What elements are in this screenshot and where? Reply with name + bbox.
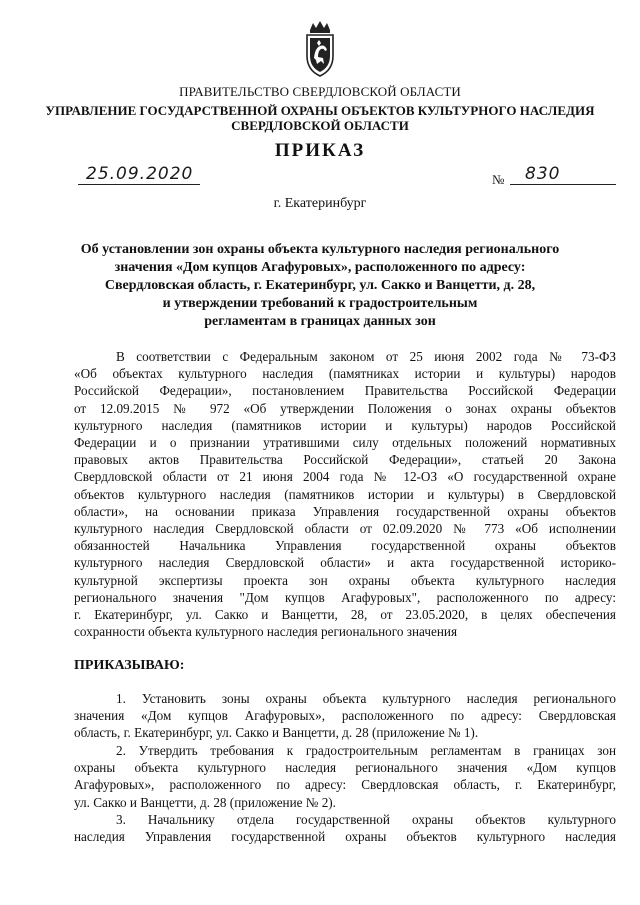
preamble-line: объектов культурного наследия (памятников истории и культуры) в Свердловской	[74, 486, 616, 502]
number-label: №	[492, 172, 505, 187]
preamble-line: культурного наследия Свердловской области» и акта государственной историко-	[74, 555, 616, 571]
order-item-1	[74, 690, 616, 742]
preamble-line: «Об объектах культурного наследия (памятниках истории и культуры) народов	[74, 366, 616, 382]
date-underline	[78, 184, 200, 185]
government-name: ПРАВИТЕЛЬСТВО СВЕРДЛОВСКОЙ ОБЛАСТИ	[179, 84, 461, 99]
subject-line: Об установлении зон охраны объекта культурного наследия регионального	[80, 242, 560, 257]
preamble-line: правовых актов Правительства Российской Федерации», статьей 20 Закона	[74, 452, 616, 468]
item-line: 1. Установить зоны охраны объекта культурного наследия регионального	[116, 691, 616, 706]
subject-line: значения «Дом купцов Агафуровых», расположенного по адресу:	[114, 260, 526, 275]
order-subject	[70, 241, 570, 331]
preamble-paragraph	[74, 348, 616, 640]
subject-line: и утверждении требований к градостроительным	[162, 296, 478, 311]
item-line: 2. Утвердить требования к градостроительным регламентам в границах зон	[116, 743, 616, 758]
preamble-line: регионального значения "Дом купцов Агафуровых", расположенного по адресу:	[74, 589, 616, 605]
department-name	[0, 103, 640, 133]
order-date: 25.09.2020	[86, 164, 194, 184]
department-name-line2: СВЕРДЛОВСКОЙ ОБЛАСТИ	[231, 118, 409, 133]
subject-line: Свердловская область, г. Екатеринбург, ул. Сакко и Ванцетти, д. 28,	[104, 278, 536, 293]
item-line: значения «Дом купцов Агафуровых», расположенного по адресу: Свердловская	[74, 708, 616, 724]
item-line: наследия Управления государственной охраны объектов культурного наследия	[74, 829, 616, 845]
preamble-line: Федерации и о признании утратившими силу отдельных положений нормативных	[74, 435, 616, 451]
order-item-2	[74, 742, 616, 811]
preamble-line: Свердловской области от 21 июня 2004 года № 12-ОЗ «О государственной охране	[74, 469, 616, 485]
city-line: г. Екатеринбург	[273, 196, 367, 211]
order-directive-word: ПРИКАЗЫВАЮ:	[74, 658, 185, 673]
preamble-line: г. Екатеринбург, ул. Сакко и Ванцетти, 28, от 23.05.2020, в целях обеспечения	[74, 607, 616, 623]
preamble-line: В соответствии с Федеральным законом от 25 июня 2002 года № 73-ФЗ	[116, 349, 616, 364]
item-line: 3. Начальнику отдела государственной охраны объектов культурного	[116, 812, 616, 827]
preamble-line: области», на основании приказа Управления государственной охраны объектов	[74, 503, 616, 519]
preamble-line: Российской Федерации», постановлением Правительства Российской Федерации	[74, 383, 616, 399]
item-line: ул. Сакко и Ванцетти, д. 28 (приложение № 2).	[74, 794, 336, 810]
order-number: 830	[525, 164, 561, 184]
preamble-line: культурной экспертизы проекта зон охраны объекта культурного наследия	[74, 572, 616, 588]
preamble-line: обязанностей Начальника Управления государственной охраны объектов	[74, 538, 616, 554]
preamble-line: культурного наследия (памятников истории и культуры) народов Российской	[74, 417, 616, 433]
department-name-line1: УПРАВЛЕНИЕ ГОСУДАРСТВЕННОЙ ОХРАНЫ ОБЪЕКТОВ КУЛЬТУРНОГО НАСЛЕДИЯ	[45, 103, 595, 118]
item-line: область, г. Екатеринбург, ул. Сакко и Ванцетти, д. 28 (приложение № 1).	[74, 725, 479, 741]
document-type-title: ПРИКАЗ	[274, 140, 366, 161]
subject-line: регламентам в границах данных зон	[204, 314, 436, 329]
preamble-line: культурного наследия Свердловской области от 02.09.2020 № 773 «Об исполнении	[74, 521, 616, 537]
preamble-line: от 12.09.2015 № 972 «Об утверждении Положения о зонах охраны объектов	[74, 400, 616, 416]
item-line: охраны объекта культурного наследия регионального значения «Дом купцов	[74, 760, 616, 776]
number-underline	[510, 184, 616, 185]
item-line: Агафуровых», расположенного по адресу: Свердловская область, г. Екатеринбург,	[74, 777, 616, 793]
preamble-line: сохранности объекта культурного наследия регионального значения	[74, 624, 458, 640]
order-item-3	[74, 811, 616, 845]
coat-of-arms-emblem	[300, 20, 340, 80]
